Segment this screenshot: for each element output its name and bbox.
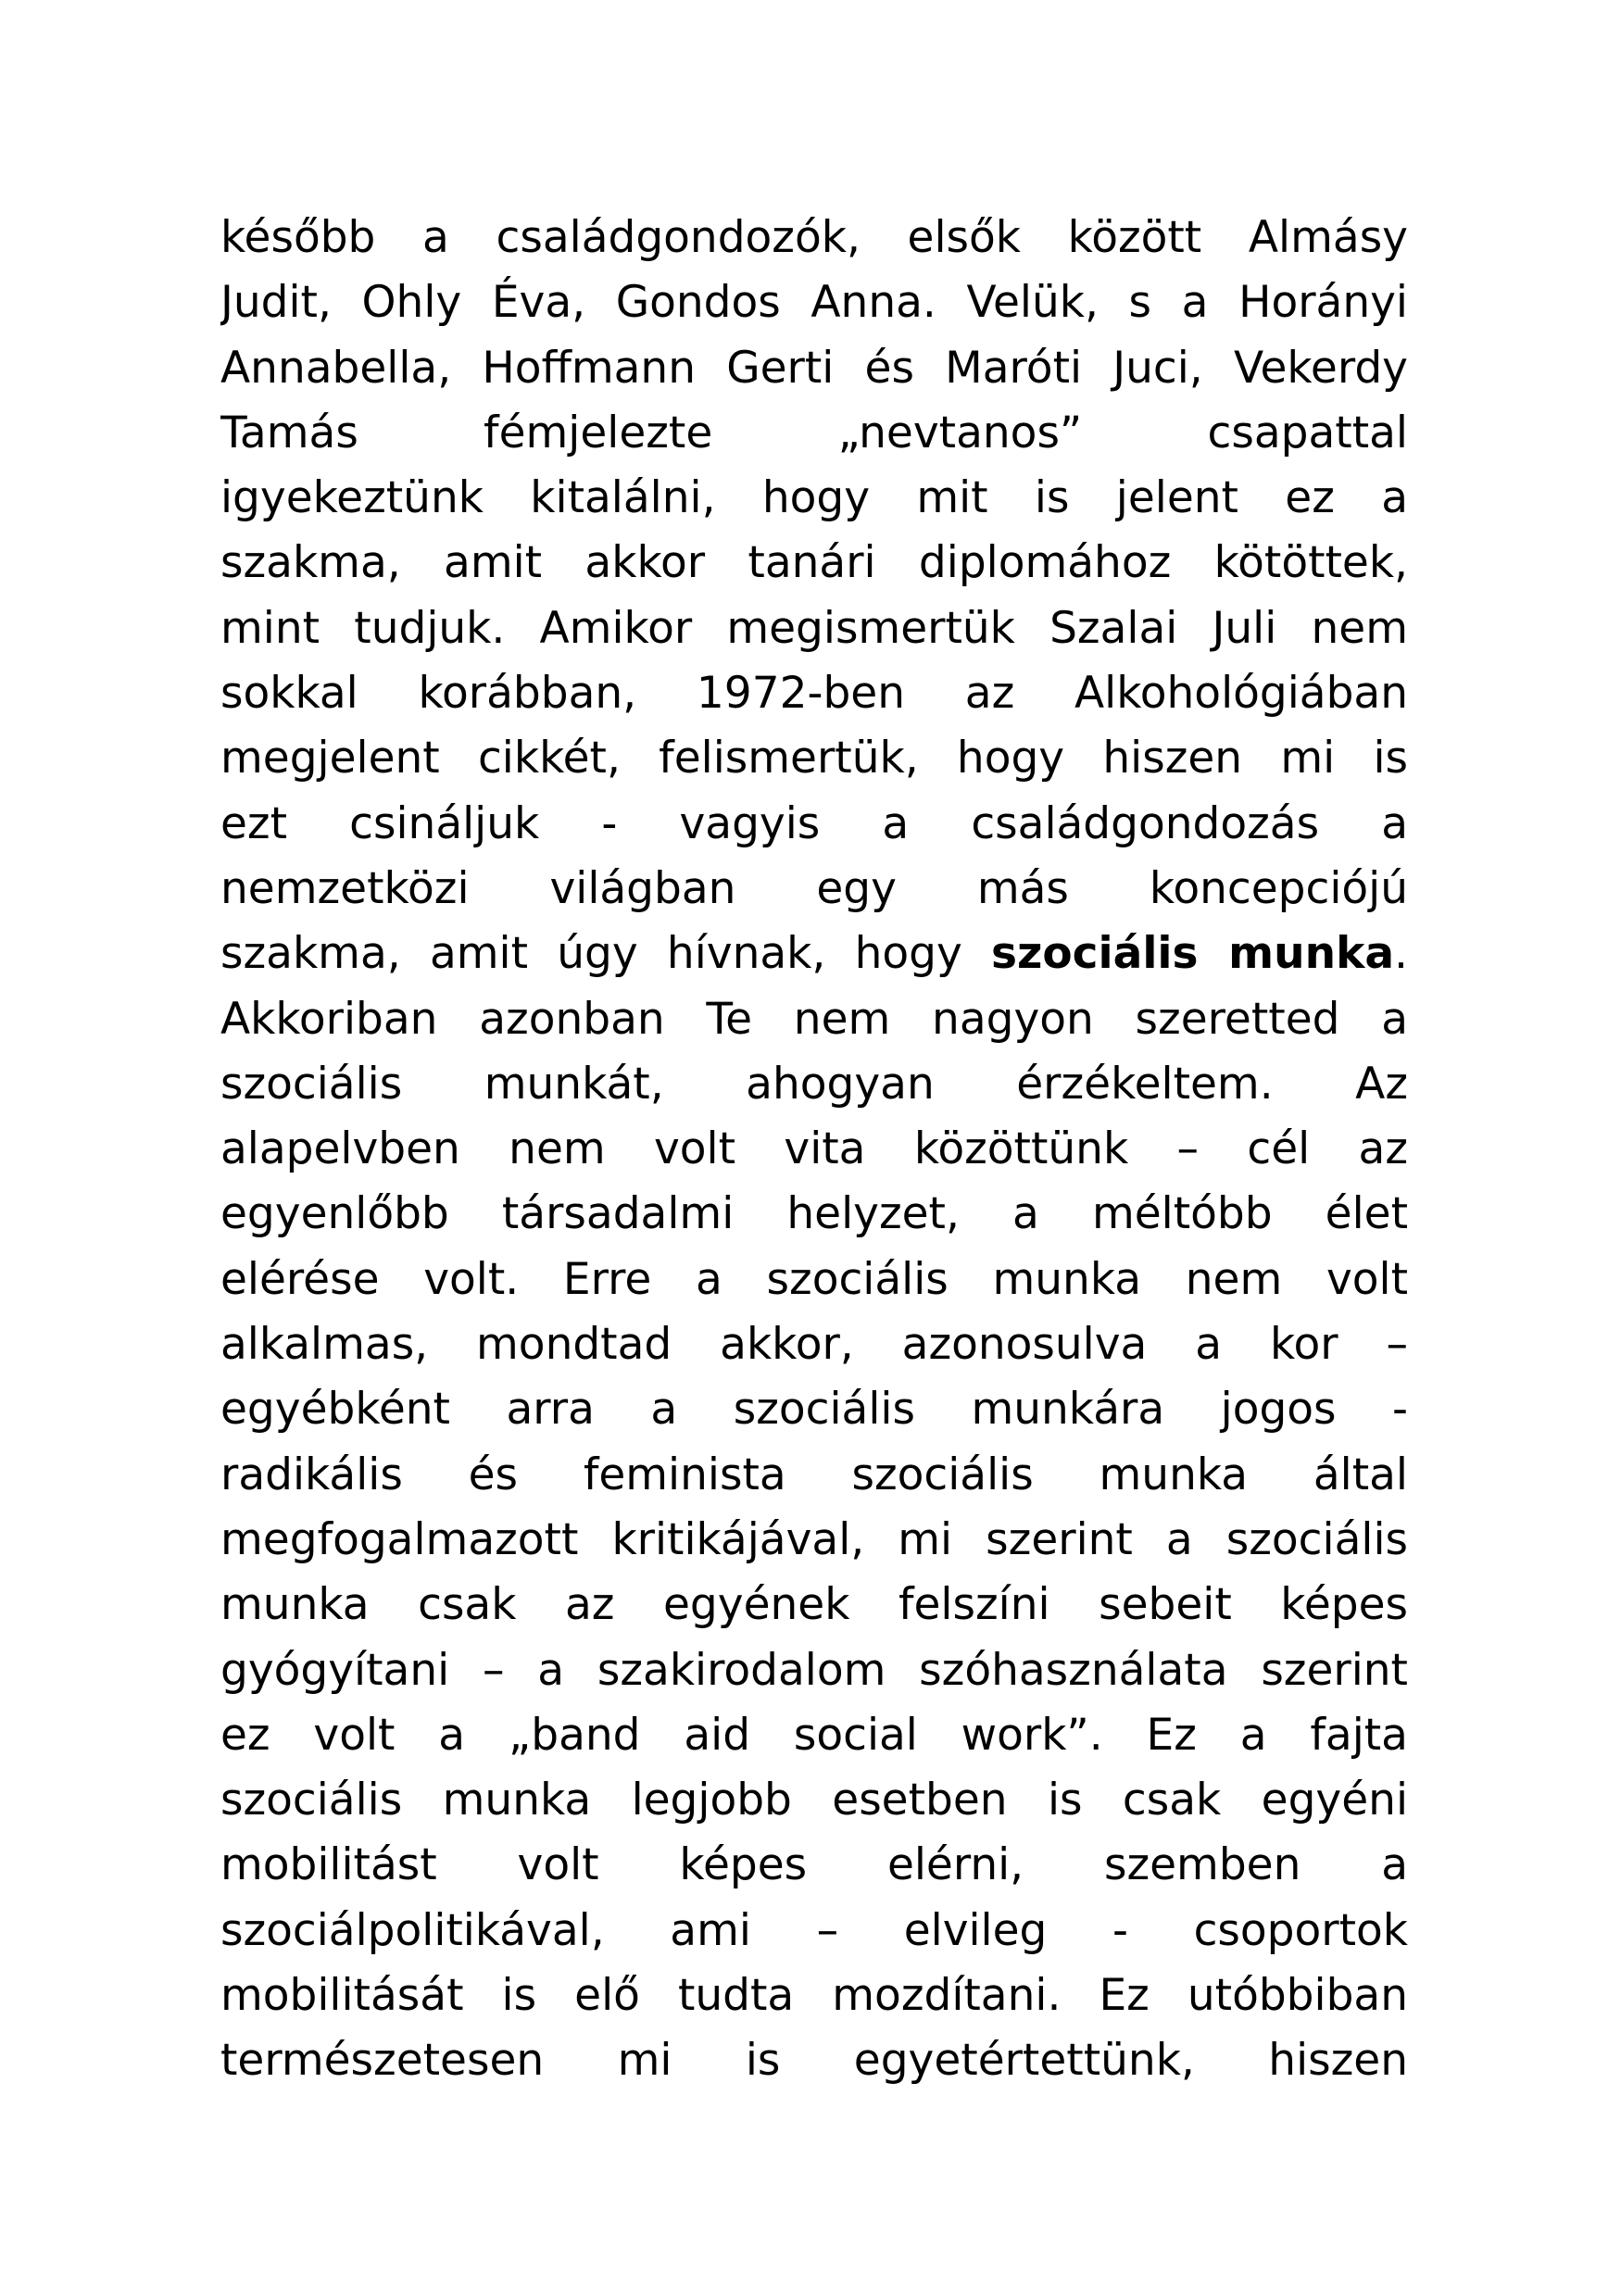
text-line: alapelvben nem volt vita közöttünk – cél az xyxy=(220,1123,1408,1175)
text-line: alkalmas, mondtad akkor, azonosulva a kor – xyxy=(220,1319,1408,1371)
text-line: elérése volt. Erre a szociális munka nem volt xyxy=(220,1253,1408,1305)
text-line: mint tudjuk. Amikor megismertük Szalai Juli nem xyxy=(220,602,1408,654)
text-line: igyekeztünk kitalálni, hogy mit is jelent ez a xyxy=(220,472,1408,524)
text-line: Judit, Ohly Éva, Gondos Anna. Velük, s a Horányi xyxy=(220,277,1408,329)
text-line: ezt csináljuk - vagyis a családgondozás a xyxy=(220,797,1408,849)
text-line: egyébként arra a szociális munkára jogos - xyxy=(220,1384,1408,1436)
text-line: Annabella, Hoffmann Gerti és Maróti Juci, Vekerdy xyxy=(220,342,1408,394)
bold-term: szociális munka xyxy=(991,928,1395,980)
text-line: szociális munka legjobb esetben is csak egyéni xyxy=(220,1775,1408,1826)
text-line: megfogalmazott kritikájával, mi szerint a szociális xyxy=(220,1513,1408,1565)
text-line: ez volt a „band aid social work”. Ez a fajta xyxy=(220,1709,1408,1761)
text-line: gyógyítani – a szakirodalom szóhasználata szerint xyxy=(220,1644,1408,1696)
text-segment: szakma, amit úgy hívnak, hogy xyxy=(220,928,992,980)
text-line: szociálpolitikával, ami – elvileg - csoportok xyxy=(220,1904,1408,1956)
text-line: megjelent cikkét, felismertük, hogy hiszen mi is xyxy=(220,733,1408,784)
text-line: sokkal korábban, 1972-ben az Alkohológiában xyxy=(220,668,1408,720)
text-line: szociális munkát, ahogyan érzékeltem. Az xyxy=(220,1058,1408,1110)
text-line: nemzetközi világban egy más koncepciójú xyxy=(220,862,1408,914)
text-line: egyenlőbb társadalmi helyzet, a méltóbb élet xyxy=(220,1188,1408,1240)
body-text xyxy=(220,206,1408,2094)
text-line: később a családgondozók, elsők között Almásy xyxy=(220,212,1408,263)
text-line: mobilitást volt képes elérni, szemben a xyxy=(220,1839,1408,1891)
text-line: mobilitását is elő tudta mozdítani. Ez utóbbiban xyxy=(220,1970,1408,2022)
text-segment: . xyxy=(1394,928,1408,980)
text-line: szakma, amit akkor tanári diplomához kötöttek, xyxy=(220,537,1408,589)
text-line: radikális és feminista szociális munka által xyxy=(220,1449,1408,1500)
text-line: Akkoriban azonban Te nem nagyon szeretted a xyxy=(220,993,1408,1045)
text-line: Tamás fémjelezte „nevtanos” csapattal xyxy=(220,407,1408,458)
text-line: természetesen mi is egyetértettünk, hiszen xyxy=(220,2035,1408,2087)
text-line-with-bold xyxy=(220,922,1408,986)
text-line: munka csak az egyének felszíni sebeit képes xyxy=(220,1579,1408,1631)
